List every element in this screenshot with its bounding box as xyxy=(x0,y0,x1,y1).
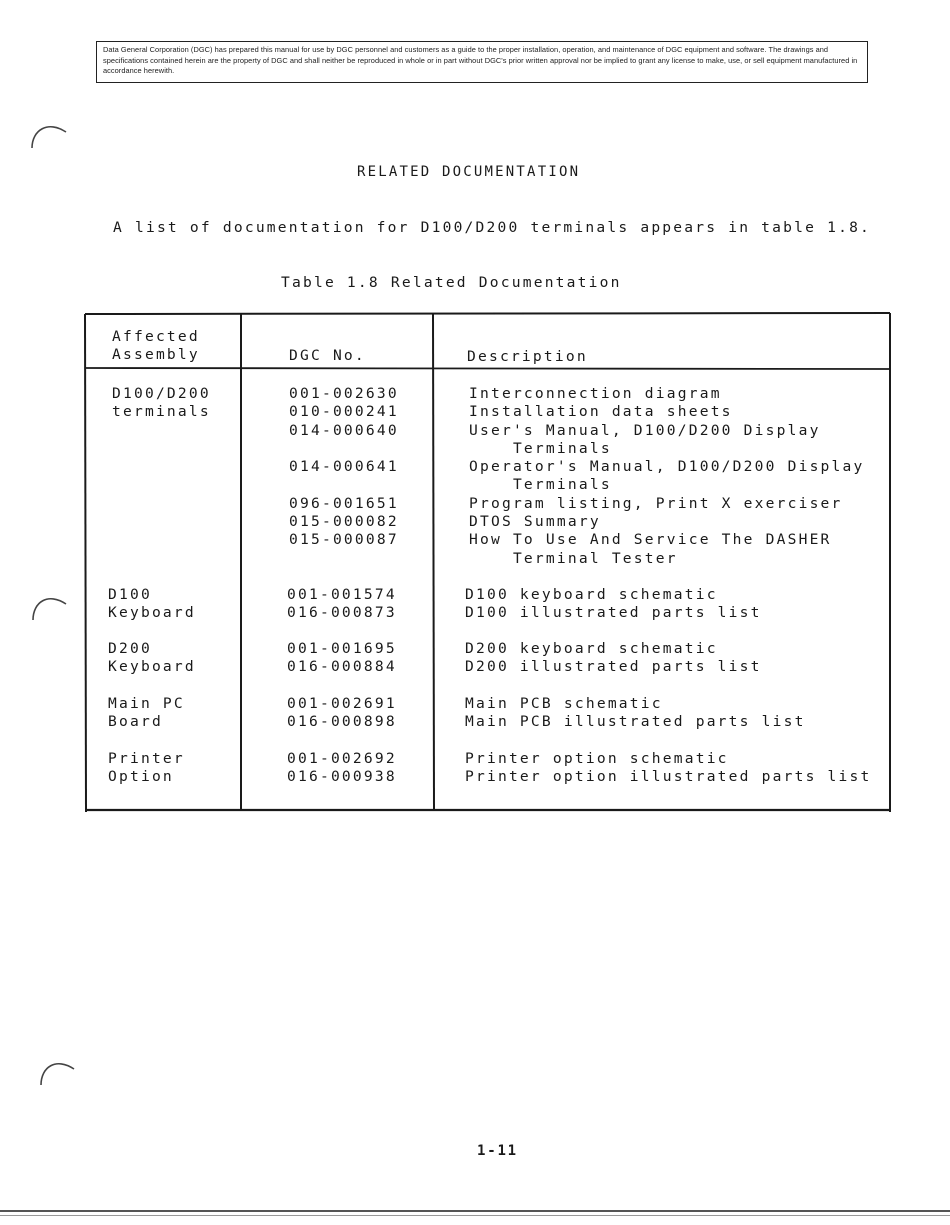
binder-hole-mark-top xyxy=(28,118,72,152)
table-row-description: D100 keyboard schematic D100 illustrated parts list xyxy=(465,586,762,622)
table-row-dgc-no: 001-002630 010-000241 014-000640 014-000641 096-001651 015-000082 015-000087 xyxy=(289,385,399,549)
table-row-dgc-no: 001-001574 016-000873 xyxy=(287,586,397,622)
page-number: 1-11 xyxy=(477,1143,518,1159)
table-row-description: Main PCB schematic Main PCB illustrated parts list xyxy=(465,695,806,731)
table-row-description: Interconnection diagram Installation data sheets User's Manual, D100/D200 Display Terminals Operator's Manual, D100/D200 Display Terminals Program listing, Print X exerciser DTOS Summary How To Use And Service The DASHER Terminal Tester xyxy=(469,385,865,567)
page-heading: RELATED DOCUMENTATION xyxy=(357,164,581,180)
header-description: Description xyxy=(467,348,588,365)
table-row-assembly: D100 Keyboard xyxy=(108,586,196,622)
table-caption xyxy=(281,274,622,291)
table-row-dgc-no: 001-002691 016-000898 xyxy=(287,695,397,731)
table-caption-label: Table 1.8 xyxy=(281,274,380,291)
table-row-assembly: D200 Keyboard xyxy=(108,640,196,676)
header-affected-assembly: Affected Assembly xyxy=(112,328,200,364)
table-row-assembly: Printer Option xyxy=(108,750,185,786)
table-row-dgc-no: 001-002692 016-000938 xyxy=(287,750,397,786)
documentation-table xyxy=(84,312,892,814)
binder-hole-mark-bottom xyxy=(36,1055,80,1089)
table-row-assembly: Main PC Board xyxy=(108,695,185,731)
binder-hole-mark-middle xyxy=(28,590,72,624)
table-row-dgc-no: 001-001695 016-000884 xyxy=(287,640,397,676)
copyright-notice: Data General Corporation (DGC) has prepared this manual for use by DGC personnel and customers as a guide to the proper installation, operation, and maintenance of DGC equipment and software. The drawings and specifications contained herein are the property of DGC and shall neither be reproduced in whole or in part without DGC's prior written approval nor be implied to grant any license to make, use, or sell equipment manufactured in accordance herewith. xyxy=(96,41,868,83)
table-caption-title: Related Documentation xyxy=(390,274,622,291)
footer-rule xyxy=(0,1210,950,1216)
table-row-description: Printer option schematic Printer option illustrated parts list xyxy=(465,750,872,786)
intro-text: A list of documentation for D100/D200 terminals appears in table 1.8. xyxy=(113,219,872,236)
table-row-description: D200 keyboard schematic D200 illustrated parts list xyxy=(465,640,762,676)
table-row-assembly: D100/D200 terminals xyxy=(112,385,211,421)
header-dgc-no: DGC No. xyxy=(289,347,366,364)
